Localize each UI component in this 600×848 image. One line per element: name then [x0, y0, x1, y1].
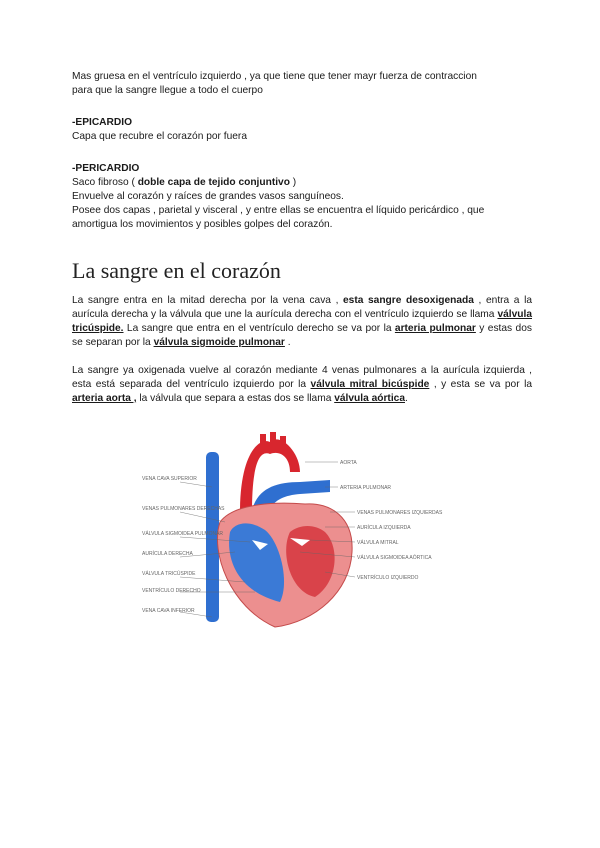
p2-underline-3: válvula aórtica	[334, 393, 405, 404]
pericardio-heading: -PERICARDIO	[72, 163, 140, 174]
p1-underline-1: válvula tricúspide.	[72, 309, 532, 334]
pericardio-line-4: amortigua los movimientos y posibles golpes del corazón.	[72, 219, 333, 230]
p1-text-2: , entra a la aurícula derecha y la válvula que une la aurícula derecha con el ventrículo izquierdo se llama	[72, 295, 533, 320]
pericardio-line-1-post: )	[289, 177, 297, 188]
label-vena-cava-inferior: VENA CAVA INFERIOR	[142, 608, 195, 614]
p1-text-3: La sangre que entra en el ventrículo derecho se va por la	[123, 323, 395, 334]
label-valvula-tricuspide: VÁLVULA TRICÚSPIDE	[142, 571, 196, 577]
heart-illustration	[140, 432, 460, 632]
heart-diagram	[140, 432, 460, 632]
label-venas-pulmonares-izquierdas: VENAS PULMONARES IZQUIERDAS	[357, 510, 443, 516]
p1-text-1: La sangre entra en la mitad derecha por la vena cava ,	[72, 295, 343, 306]
intro-line-1: Mas gruesa en el ventrículo izquierdo , ya que tiene que tener mayr fuerza de contraccion	[72, 71, 477, 82]
label-vena-cava-superior: VENA CAVA SUPERIOR	[142, 476, 197, 482]
pericardio-line-2: Envuelve al corazón y raíces de grandes vasos sanguíneos.	[72, 191, 344, 202]
p2-text-4: .	[405, 393, 408, 404]
p2-text-2: , y esta se va por la	[429, 379, 533, 390]
label-arteria-pulmonar: ARTERIA PULMONAR	[340, 485, 392, 491]
p2-underline-1: válvula mitral bicúspide	[310, 379, 430, 390]
p1-text-4: y estas dos se separan por la	[72, 323, 532, 348]
epicardio-text: Capa que recubre el corazón por fuera	[72, 131, 247, 142]
epicardio-heading: -EPICARDIO	[72, 117, 132, 128]
label-ventriculo-derecho: VENTRÍCULO DERECHO	[142, 588, 201, 594]
intro-line-2: para que la sangre llegue a todo el cuerpo	[72, 85, 263, 96]
paragraph-blood-right	[72, 294, 532, 350]
paragraph-blood-left	[72, 364, 532, 406]
p1-underline-2: arteria pulmonar	[394, 323, 476, 334]
section-title: La sangre en el corazón	[72, 258, 281, 283]
label-valvula-sigmoidea-aortica: VÁLVULA SIGMOIDEA AÓRTICA	[357, 555, 432, 561]
pericardio-bold-text: doble capa de tejido conjuntivo	[137, 177, 290, 188]
right-label-group	[340, 460, 443, 581]
p2-underline-2: arteria aorta ,	[72, 393, 137, 404]
label-auricula-derecha: AURÍCULA DERECHA	[142, 551, 193, 557]
label-venas-pulmonares-derechas: VENAS PULMONARES DERECHAS	[142, 506, 225, 512]
label-aorta: AORTA	[340, 460, 357, 466]
p1-text-5: .	[284, 337, 291, 348]
aorta-branch	[260, 434, 266, 450]
document-page	[72, 70, 532, 406]
p2-text-3: la válvula que separa a estas dos se llama	[136, 393, 335, 404]
aorta-branch	[270, 432, 276, 448]
p2-text-1: La sangre ya oxigenada vuelve al corazón mediante 4 venas pulmonares a la aurícula izquierda , esta está separada del ventrículo izquierdo por la	[72, 365, 532, 390]
label-auricula-izquierda: AURÍCULA IZQUIERDA	[357, 525, 411, 531]
pericardio-line-3: Posee dos capas , parietal y visceral , y entre ellas se encuentra el líquido pericárdico , que	[72, 205, 485, 216]
p1-underline-3: válvula sigmoide pulmonar	[153, 337, 285, 348]
p1-bold-1: esta sangre desoxigenada	[343, 295, 474, 306]
pericardio-line-1	[72, 176, 532, 190]
label-ventriculo-izquierdo: VENTRÍCULO IZQUIERDO	[357, 575, 419, 581]
aorta-branch	[280, 436, 286, 452]
label-valvula-mitral: VÁLVULA MITRAL	[357, 540, 399, 546]
label-valvula-sigmoidea-pulmonar: VÁLVULA SIGMOIDEA PULMONAR	[142, 531, 224, 537]
pericardio-line-1-pre: Saco fibroso (	[72, 177, 138, 188]
